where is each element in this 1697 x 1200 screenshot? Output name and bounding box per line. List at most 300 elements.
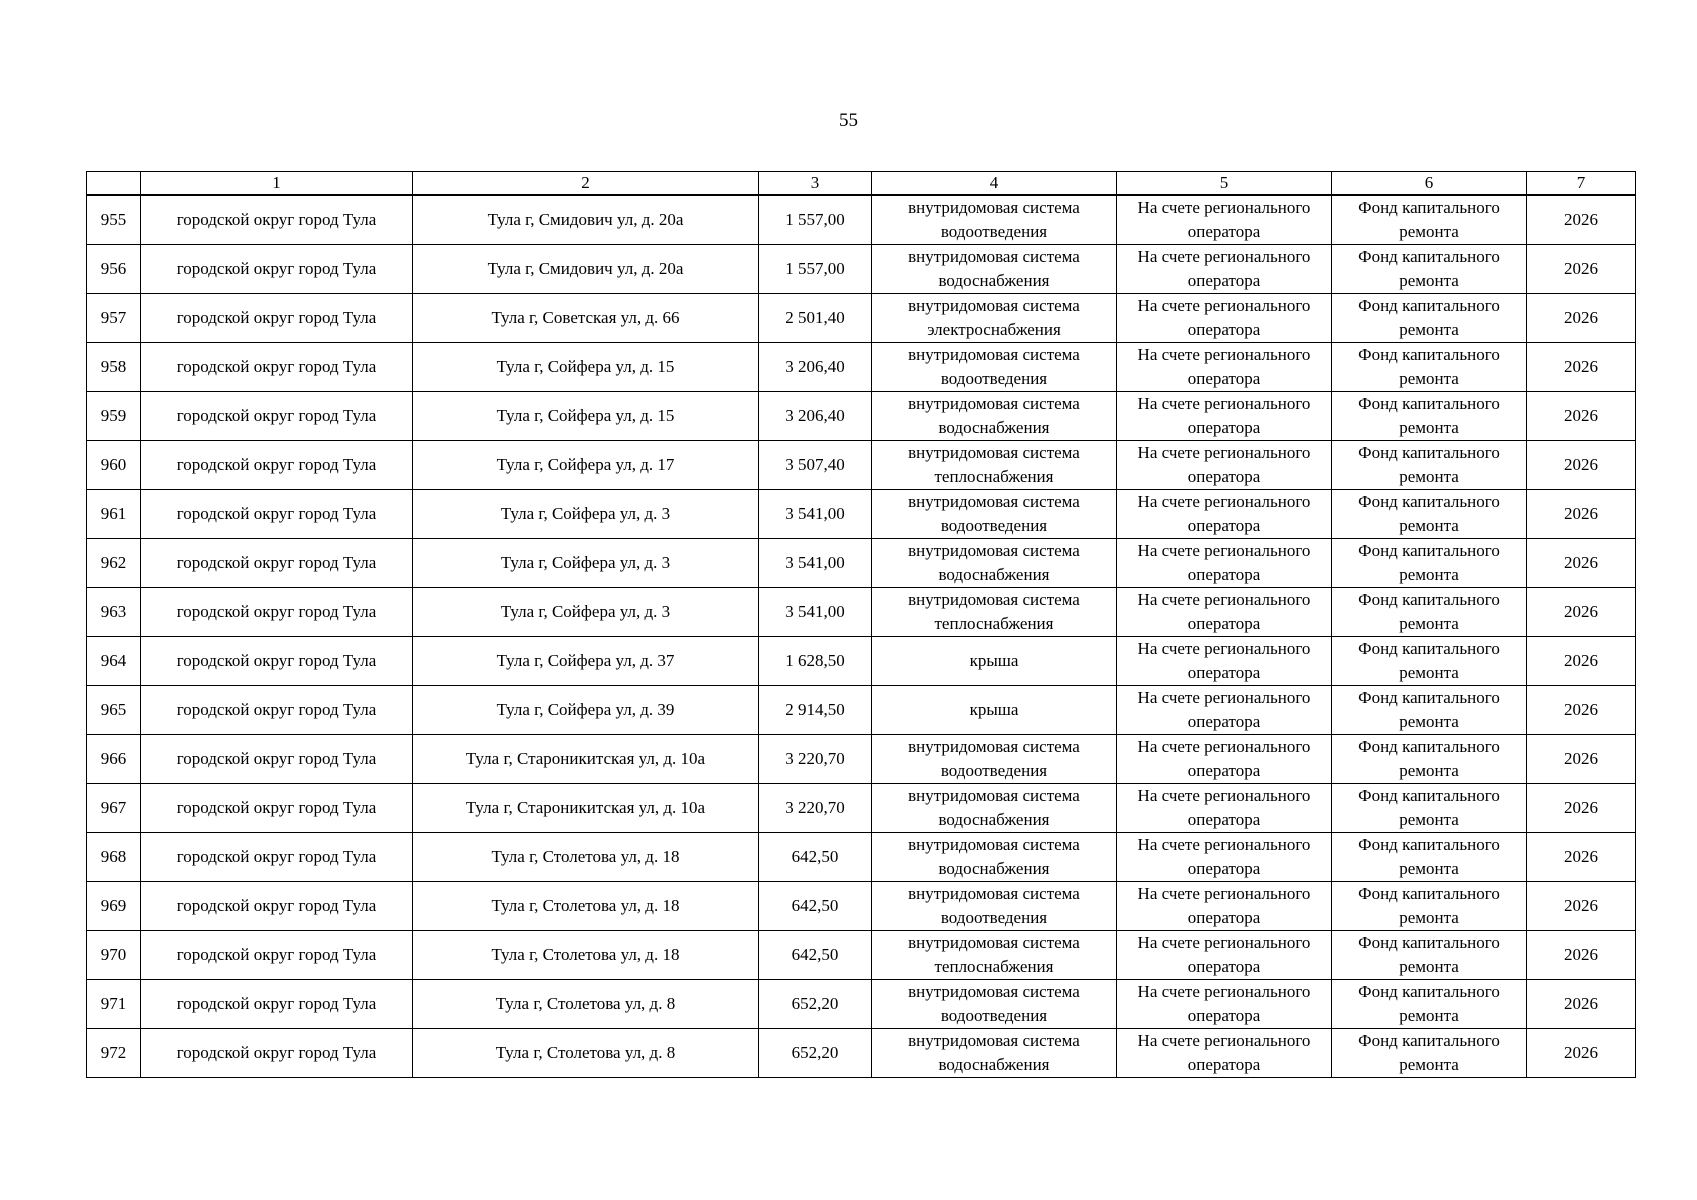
- work-type-cell: [872, 195, 1117, 245]
- cell-text: 961: [100, 504, 127, 523]
- cell-line-1: На счете регионального: [1137, 737, 1311, 756]
- cell-text: 959: [100, 406, 127, 425]
- cell-text: Тула г, Сойфера ул, д. 3: [500, 553, 671, 572]
- area-cell: [759, 1029, 872, 1078]
- header-cell-3: 3: [759, 172, 872, 196]
- area-cell: [759, 980, 872, 1029]
- cell-text: 2026: [1564, 749, 1598, 768]
- table-row: [87, 637, 1636, 686]
- table-row: [87, 882, 1636, 931]
- cell-line-1: На счете регионального: [1137, 296, 1311, 315]
- year-cell: [1527, 441, 1636, 490]
- work-type-cell: [872, 588, 1117, 637]
- cell-text: 2026: [1564, 504, 1598, 523]
- cell-text: Тула г, Староникитская ул, д. 10а: [465, 798, 706, 817]
- header-row: [87, 172, 1636, 196]
- fund-cell: [1332, 588, 1527, 637]
- cell-line-1: Фонд капитального: [1358, 296, 1500, 315]
- cell-text: 2026: [1564, 945, 1598, 964]
- year-cell: [1527, 980, 1636, 1029]
- year-cell: [1527, 637, 1636, 686]
- address-cell: [413, 343, 759, 392]
- cell-text: 960: [100, 455, 127, 474]
- cell-line-1: внутридомовая система: [908, 345, 1080, 364]
- work-type-cell: [872, 490, 1117, 539]
- cell-line-2: оператора: [1187, 908, 1261, 927]
- work-type-cell: [872, 392, 1117, 441]
- cell-text: 642,50: [791, 847, 839, 866]
- cell-line-2: ремонта: [1399, 810, 1459, 829]
- row-number-cell: [87, 343, 141, 392]
- cell-line-2: ремонта: [1399, 957, 1459, 976]
- fund-cell: [1332, 833, 1527, 882]
- year-cell: [1527, 588, 1636, 637]
- municipality-cell: [141, 931, 413, 980]
- area-cell: [759, 195, 872, 245]
- municipality-cell: [141, 490, 413, 539]
- table-row: [87, 588, 1636, 637]
- municipality-cell: [141, 539, 413, 588]
- cell-line-1: внутридомовая система: [908, 835, 1080, 854]
- cell-line-1: Фонд капитального: [1358, 982, 1500, 1001]
- municipality-cell: [141, 245, 413, 294]
- municipality-cell: [141, 833, 413, 882]
- cell-line-2: оператора: [1187, 614, 1261, 633]
- row-number-cell: [87, 1029, 141, 1078]
- cell-line-2: водоснабжения: [938, 418, 1050, 437]
- work-type-cell: [872, 784, 1117, 833]
- cell-text: 2026: [1564, 455, 1598, 474]
- header-cell-1: 1: [141, 172, 413, 196]
- cell-text: 3 220,70: [785, 798, 845, 817]
- fund-cell: [1332, 931, 1527, 980]
- address-cell: [413, 1029, 759, 1078]
- fund-cell: [1332, 686, 1527, 735]
- account-cell: [1117, 686, 1332, 735]
- cell-line-1: На счете регионального: [1137, 835, 1311, 854]
- row-number-cell: [87, 195, 141, 245]
- row-number-cell: [87, 686, 141, 735]
- row-number-cell: [87, 588, 141, 637]
- account-cell: [1117, 392, 1332, 441]
- cell-line-2: оператора: [1187, 516, 1261, 535]
- area-cell: [759, 539, 872, 588]
- fund-cell: [1332, 784, 1527, 833]
- work-type-cell: [872, 980, 1117, 1029]
- cell-text: 969: [100, 896, 127, 915]
- table-header: [87, 172, 1636, 196]
- cell-text: 2026: [1564, 357, 1598, 376]
- fund-cell: [1332, 343, 1527, 392]
- table-row: [87, 931, 1636, 980]
- header-cell-row-number: [87, 172, 141, 196]
- cell-text: городской округ город Тула: [176, 455, 377, 474]
- cell-text: Тула г, Сойфера ул, д. 17: [496, 455, 675, 474]
- cell-line-2: ремонта: [1399, 908, 1459, 927]
- account-cell: [1117, 539, 1332, 588]
- cell-text: 1 628,50: [785, 651, 845, 670]
- cell-text: Тула г, Сойфера ул, д. 15: [496, 357, 675, 376]
- cell-line-1: На счете регионального: [1137, 786, 1311, 805]
- cell-line-1: внутридомовая система: [908, 541, 1080, 560]
- row-number-cell: [87, 490, 141, 539]
- year-cell: [1527, 539, 1636, 588]
- year-cell: [1527, 392, 1636, 441]
- year-cell: [1527, 735, 1636, 784]
- cell-line-1: На счете регионального: [1137, 1031, 1311, 1050]
- cell-line-1: Фонд капитального: [1358, 443, 1500, 462]
- account-cell: [1117, 195, 1332, 245]
- header-cell-7: 7: [1527, 172, 1636, 196]
- cell-line-2: водоснабжения: [938, 271, 1050, 290]
- cell-line-1: Фонд капитального: [1358, 786, 1500, 805]
- address-cell: [413, 735, 759, 784]
- area-cell: [759, 441, 872, 490]
- cell-text: 2026: [1564, 896, 1598, 915]
- cell-line-2: оператора: [1187, 1055, 1261, 1074]
- account-cell: [1117, 882, 1332, 931]
- year-cell: [1527, 784, 1636, 833]
- cell-line-2: ремонта: [1399, 467, 1459, 486]
- address-cell: [413, 686, 759, 735]
- cell-line-2: ремонта: [1399, 1055, 1459, 1074]
- account-cell: [1117, 735, 1332, 784]
- address-cell: [413, 441, 759, 490]
- cell-line-2: водоотведения: [940, 1006, 1048, 1025]
- area-cell: [759, 686, 872, 735]
- cell-text: 972: [100, 1043, 127, 1062]
- year-cell: [1527, 931, 1636, 980]
- address-cell: [413, 882, 759, 931]
- cell-text: городской округ город Тула: [176, 357, 377, 376]
- cell-line-2: оператора: [1187, 761, 1261, 780]
- work-type-cell: [872, 1029, 1117, 1078]
- municipality-cell: [141, 882, 413, 931]
- cell-line-2: теплоснабжения: [934, 957, 1054, 976]
- cell-line-2: водоотведения: [940, 761, 1048, 780]
- cell-text: городской округ город Тула: [176, 798, 377, 817]
- cell-line-1: На счете регионального: [1137, 492, 1311, 511]
- municipality-cell: [141, 686, 413, 735]
- work-type-cell: [872, 833, 1117, 882]
- cell-line-1: Фонд капитального: [1358, 492, 1500, 511]
- row-number-cell: [87, 980, 141, 1029]
- account-cell: [1117, 343, 1332, 392]
- fund-cell: [1332, 392, 1527, 441]
- cell-text: 2026: [1564, 847, 1598, 866]
- header-cell-5: 5: [1117, 172, 1332, 196]
- cell-text: 2026: [1564, 308, 1598, 327]
- cell-text: городской округ город Тула: [176, 406, 377, 425]
- cell-text: городской округ город Тула: [176, 651, 377, 670]
- area-cell: [759, 931, 872, 980]
- fund-cell: [1332, 245, 1527, 294]
- cell-line-2: водоотведения: [940, 369, 1048, 388]
- cell-line-1: внутридомовая система: [908, 443, 1080, 462]
- table-row: [87, 392, 1636, 441]
- fund-cell: [1332, 539, 1527, 588]
- cell-text: Тула г, Столетова ул, д. 8: [495, 1043, 676, 1062]
- work-type-cell: [872, 735, 1117, 784]
- fund-cell: [1332, 980, 1527, 1029]
- cell-line-1: крыша: [969, 700, 1019, 719]
- area-cell: [759, 294, 872, 343]
- cell-text: городской округ город Тула: [176, 896, 377, 915]
- cell-line-1: На счете регионального: [1137, 590, 1311, 609]
- row-number-cell: [87, 392, 141, 441]
- cell-text: Тула г, Смидович ул, д. 20а: [487, 210, 684, 229]
- account-cell: [1117, 1029, 1332, 1078]
- cell-line-2: ремонта: [1399, 1006, 1459, 1025]
- cell-line-1: Фонд капитального: [1358, 345, 1500, 364]
- cell-line-2: оператора: [1187, 663, 1261, 682]
- cell-text: 3 507,40: [785, 455, 845, 474]
- address-cell: [413, 637, 759, 686]
- cell-line-1: внутридомовая система: [908, 590, 1080, 609]
- municipality-cell: [141, 343, 413, 392]
- cell-line-1: внутридомовая система: [908, 982, 1080, 1001]
- cell-text: городской округ город Тула: [176, 847, 377, 866]
- cell-line-1: внутридомовая система: [908, 296, 1080, 315]
- municipality-cell: [141, 441, 413, 490]
- row-number-cell: [87, 735, 141, 784]
- cell-line-2: оператора: [1187, 271, 1261, 290]
- cell-line-1: внутридомовая система: [908, 492, 1080, 511]
- year-cell: [1527, 882, 1636, 931]
- address-cell: [413, 245, 759, 294]
- cell-line-2: ремонта: [1399, 663, 1459, 682]
- table-body: [87, 195, 1636, 1078]
- cell-line-1: На счете регионального: [1137, 394, 1311, 413]
- area-cell: [759, 882, 872, 931]
- cell-text: Тула г, Столетова ул, д. 18: [491, 896, 680, 915]
- address-cell: [413, 539, 759, 588]
- row-number-cell: [87, 245, 141, 294]
- fund-cell: [1332, 735, 1527, 784]
- year-cell: [1527, 294, 1636, 343]
- fund-cell: [1332, 294, 1527, 343]
- cell-text: 3 541,00: [785, 602, 845, 621]
- cell-line-2: ремонта: [1399, 320, 1459, 339]
- municipality-cell: [141, 588, 413, 637]
- cell-text: городской округ город Тула: [176, 945, 377, 964]
- table-row: [87, 686, 1636, 735]
- cell-line-2: ремонта: [1399, 222, 1459, 241]
- address-cell: [413, 833, 759, 882]
- cell-text: Тула г, Советская ул, д. 66: [491, 308, 680, 327]
- area-cell: [759, 490, 872, 539]
- fund-cell: [1332, 195, 1527, 245]
- account-cell: [1117, 441, 1332, 490]
- account-cell: [1117, 294, 1332, 343]
- cell-line-2: ремонта: [1399, 418, 1459, 437]
- work-type-cell: [872, 882, 1117, 931]
- cell-text: 2026: [1564, 406, 1598, 425]
- address-cell: [413, 490, 759, 539]
- cell-line-1: Фонд капитального: [1358, 590, 1500, 609]
- cell-line-1: На счете регионального: [1137, 443, 1311, 462]
- fund-cell: [1332, 1029, 1527, 1078]
- municipality-cell: [141, 392, 413, 441]
- cell-line-1: На счете регионального: [1137, 198, 1311, 217]
- cell-line-2: водоснабжения: [938, 810, 1050, 829]
- year-cell: [1527, 245, 1636, 294]
- address-cell: [413, 931, 759, 980]
- cell-line-2: ремонта: [1399, 614, 1459, 633]
- year-cell: [1527, 195, 1636, 245]
- table-row: [87, 784, 1636, 833]
- cell-text: Тула г, Столетова ул, д. 18: [491, 847, 680, 866]
- fund-cell: [1332, 882, 1527, 931]
- cell-line-1: Фонд капитального: [1358, 639, 1500, 658]
- row-number-cell: [87, 784, 141, 833]
- cell-text: 2026: [1564, 651, 1598, 670]
- cell-text: 965: [100, 700, 127, 719]
- cell-line-2: теплоснабжения: [934, 467, 1054, 486]
- cell-line-2: ремонта: [1399, 516, 1459, 535]
- cell-line-1: Фонд капитального: [1358, 737, 1500, 756]
- cell-text: 642,50: [791, 896, 839, 915]
- area-cell: [759, 245, 872, 294]
- cell-text: городской округ город Тула: [176, 1043, 377, 1062]
- municipality-cell: [141, 294, 413, 343]
- municipality-cell: [141, 735, 413, 784]
- row-number-cell: [87, 833, 141, 882]
- cell-text: 1 557,00: [785, 210, 845, 229]
- row-number-cell: [87, 882, 141, 931]
- cell-line-2: оператора: [1187, 957, 1261, 976]
- cell-text: 2026: [1564, 798, 1598, 817]
- cell-text: Тула г, Сойфера ул, д. 3: [500, 504, 671, 523]
- cell-text: Тула г, Сойфера ул, д. 37: [496, 651, 675, 670]
- address-cell: [413, 588, 759, 637]
- year-cell: [1527, 490, 1636, 539]
- cell-line-2: оператора: [1187, 222, 1261, 241]
- cell-line-1: внутридомовая система: [908, 198, 1080, 217]
- cell-text: 3 541,00: [785, 504, 845, 523]
- cell-text: городской округ город Тула: [176, 700, 377, 719]
- cell-text: 642,50: [791, 945, 839, 964]
- cell-text: 962: [100, 553, 127, 572]
- cell-text: 2026: [1564, 210, 1598, 229]
- cell-line-2: водоотведения: [940, 908, 1048, 927]
- cell-text: 3 220,70: [785, 749, 845, 768]
- row-number-cell: [87, 637, 141, 686]
- row-number-cell: [87, 294, 141, 343]
- cell-text: 2026: [1564, 259, 1598, 278]
- cell-line-1: внутридомовая система: [908, 1031, 1080, 1050]
- cell-text: Тула г, Столетова ул, д. 8: [495, 994, 676, 1013]
- cell-text: городской округ город Тула: [176, 308, 377, 327]
- cell-text: 3 206,40: [785, 406, 845, 425]
- cell-line-2: водоотведения: [940, 516, 1048, 535]
- work-type-cell: [872, 441, 1117, 490]
- table-row: [87, 195, 1636, 245]
- cell-line-2: водоснабжения: [938, 859, 1050, 878]
- cell-line-1: Фонд капитального: [1358, 1031, 1500, 1050]
- area-cell: [759, 784, 872, 833]
- cell-line-1: На счете регионального: [1137, 541, 1311, 560]
- work-type-cell: [872, 245, 1117, 294]
- table-row: [87, 735, 1636, 784]
- cell-line-1: На счете регионального: [1137, 982, 1311, 1001]
- cell-text: 956: [100, 259, 127, 278]
- address-cell: [413, 392, 759, 441]
- cell-line-2: ремонта: [1399, 369, 1459, 388]
- cell-text: 966: [100, 749, 127, 768]
- fund-cell: [1332, 490, 1527, 539]
- account-cell: [1117, 784, 1332, 833]
- cell-text: Тула г, Столетова ул, д. 18: [491, 945, 680, 964]
- cell-line-2: оператора: [1187, 320, 1261, 339]
- cell-line-2: водоснабжения: [938, 565, 1050, 584]
- account-cell: [1117, 490, 1332, 539]
- cell-text: Тула г, Староникитская ул, д. 10а: [465, 749, 706, 768]
- work-type-cell: [872, 686, 1117, 735]
- cell-line-1: Фонд капитального: [1358, 394, 1500, 413]
- cell-text: 2026: [1564, 994, 1598, 1013]
- cell-line-1: внутридомовая система: [908, 737, 1080, 756]
- cell-line-1: внутридомовая система: [908, 884, 1080, 903]
- cell-line-1: Фонд капитального: [1358, 198, 1500, 217]
- year-cell: [1527, 686, 1636, 735]
- cell-line-1: внутридомовая система: [908, 786, 1080, 805]
- cell-line-1: крыша: [969, 651, 1019, 670]
- page-number: 55: [839, 110, 858, 131]
- cell-line-2: ремонта: [1399, 565, 1459, 584]
- address-cell: [413, 195, 759, 245]
- cell-text: 964: [100, 651, 127, 670]
- cell-text: 963: [100, 602, 127, 621]
- cell-line-2: ремонта: [1399, 712, 1459, 731]
- cell-line-2: оператора: [1187, 859, 1261, 878]
- cell-line-1: Фонд капитального: [1358, 835, 1500, 854]
- work-type-cell: [872, 343, 1117, 392]
- cell-line-1: На счете регионального: [1137, 688, 1311, 707]
- work-type-cell: [872, 539, 1117, 588]
- header-cell-4: 4: [872, 172, 1117, 196]
- cell-line-2: оператора: [1187, 418, 1261, 437]
- cell-text: 968: [100, 847, 127, 866]
- cell-text: городской округ город Тула: [176, 259, 377, 278]
- cell-text: городской округ город Тула: [176, 504, 377, 523]
- year-cell: [1527, 833, 1636, 882]
- table-row: [87, 245, 1636, 294]
- cell-text: 2026: [1564, 700, 1598, 719]
- cell-text: 3 206,40: [785, 357, 845, 376]
- table-row: [87, 980, 1636, 1029]
- cell-text: 958: [100, 357, 127, 376]
- account-cell: [1117, 245, 1332, 294]
- municipality-cell: [141, 195, 413, 245]
- work-type-cell: [872, 637, 1117, 686]
- cell-text: 2026: [1564, 1043, 1598, 1062]
- cell-text: городской округ город Тула: [176, 210, 377, 229]
- cell-text: 3 541,00: [785, 553, 845, 572]
- row-number-cell: [87, 441, 141, 490]
- row-number-cell: [87, 931, 141, 980]
- year-cell: [1527, 343, 1636, 392]
- row-number-cell: [87, 539, 141, 588]
- cell-text: городской округ город Тула: [176, 553, 377, 572]
- header-cell-6: 6: [1332, 172, 1527, 196]
- cell-line-2: оператора: [1187, 467, 1261, 486]
- area-cell: [759, 637, 872, 686]
- account-cell: [1117, 637, 1332, 686]
- municipality-cell: [141, 980, 413, 1029]
- cell-text: Тула г, Сойфера ул, д. 15: [496, 406, 675, 425]
- table-row: [87, 833, 1636, 882]
